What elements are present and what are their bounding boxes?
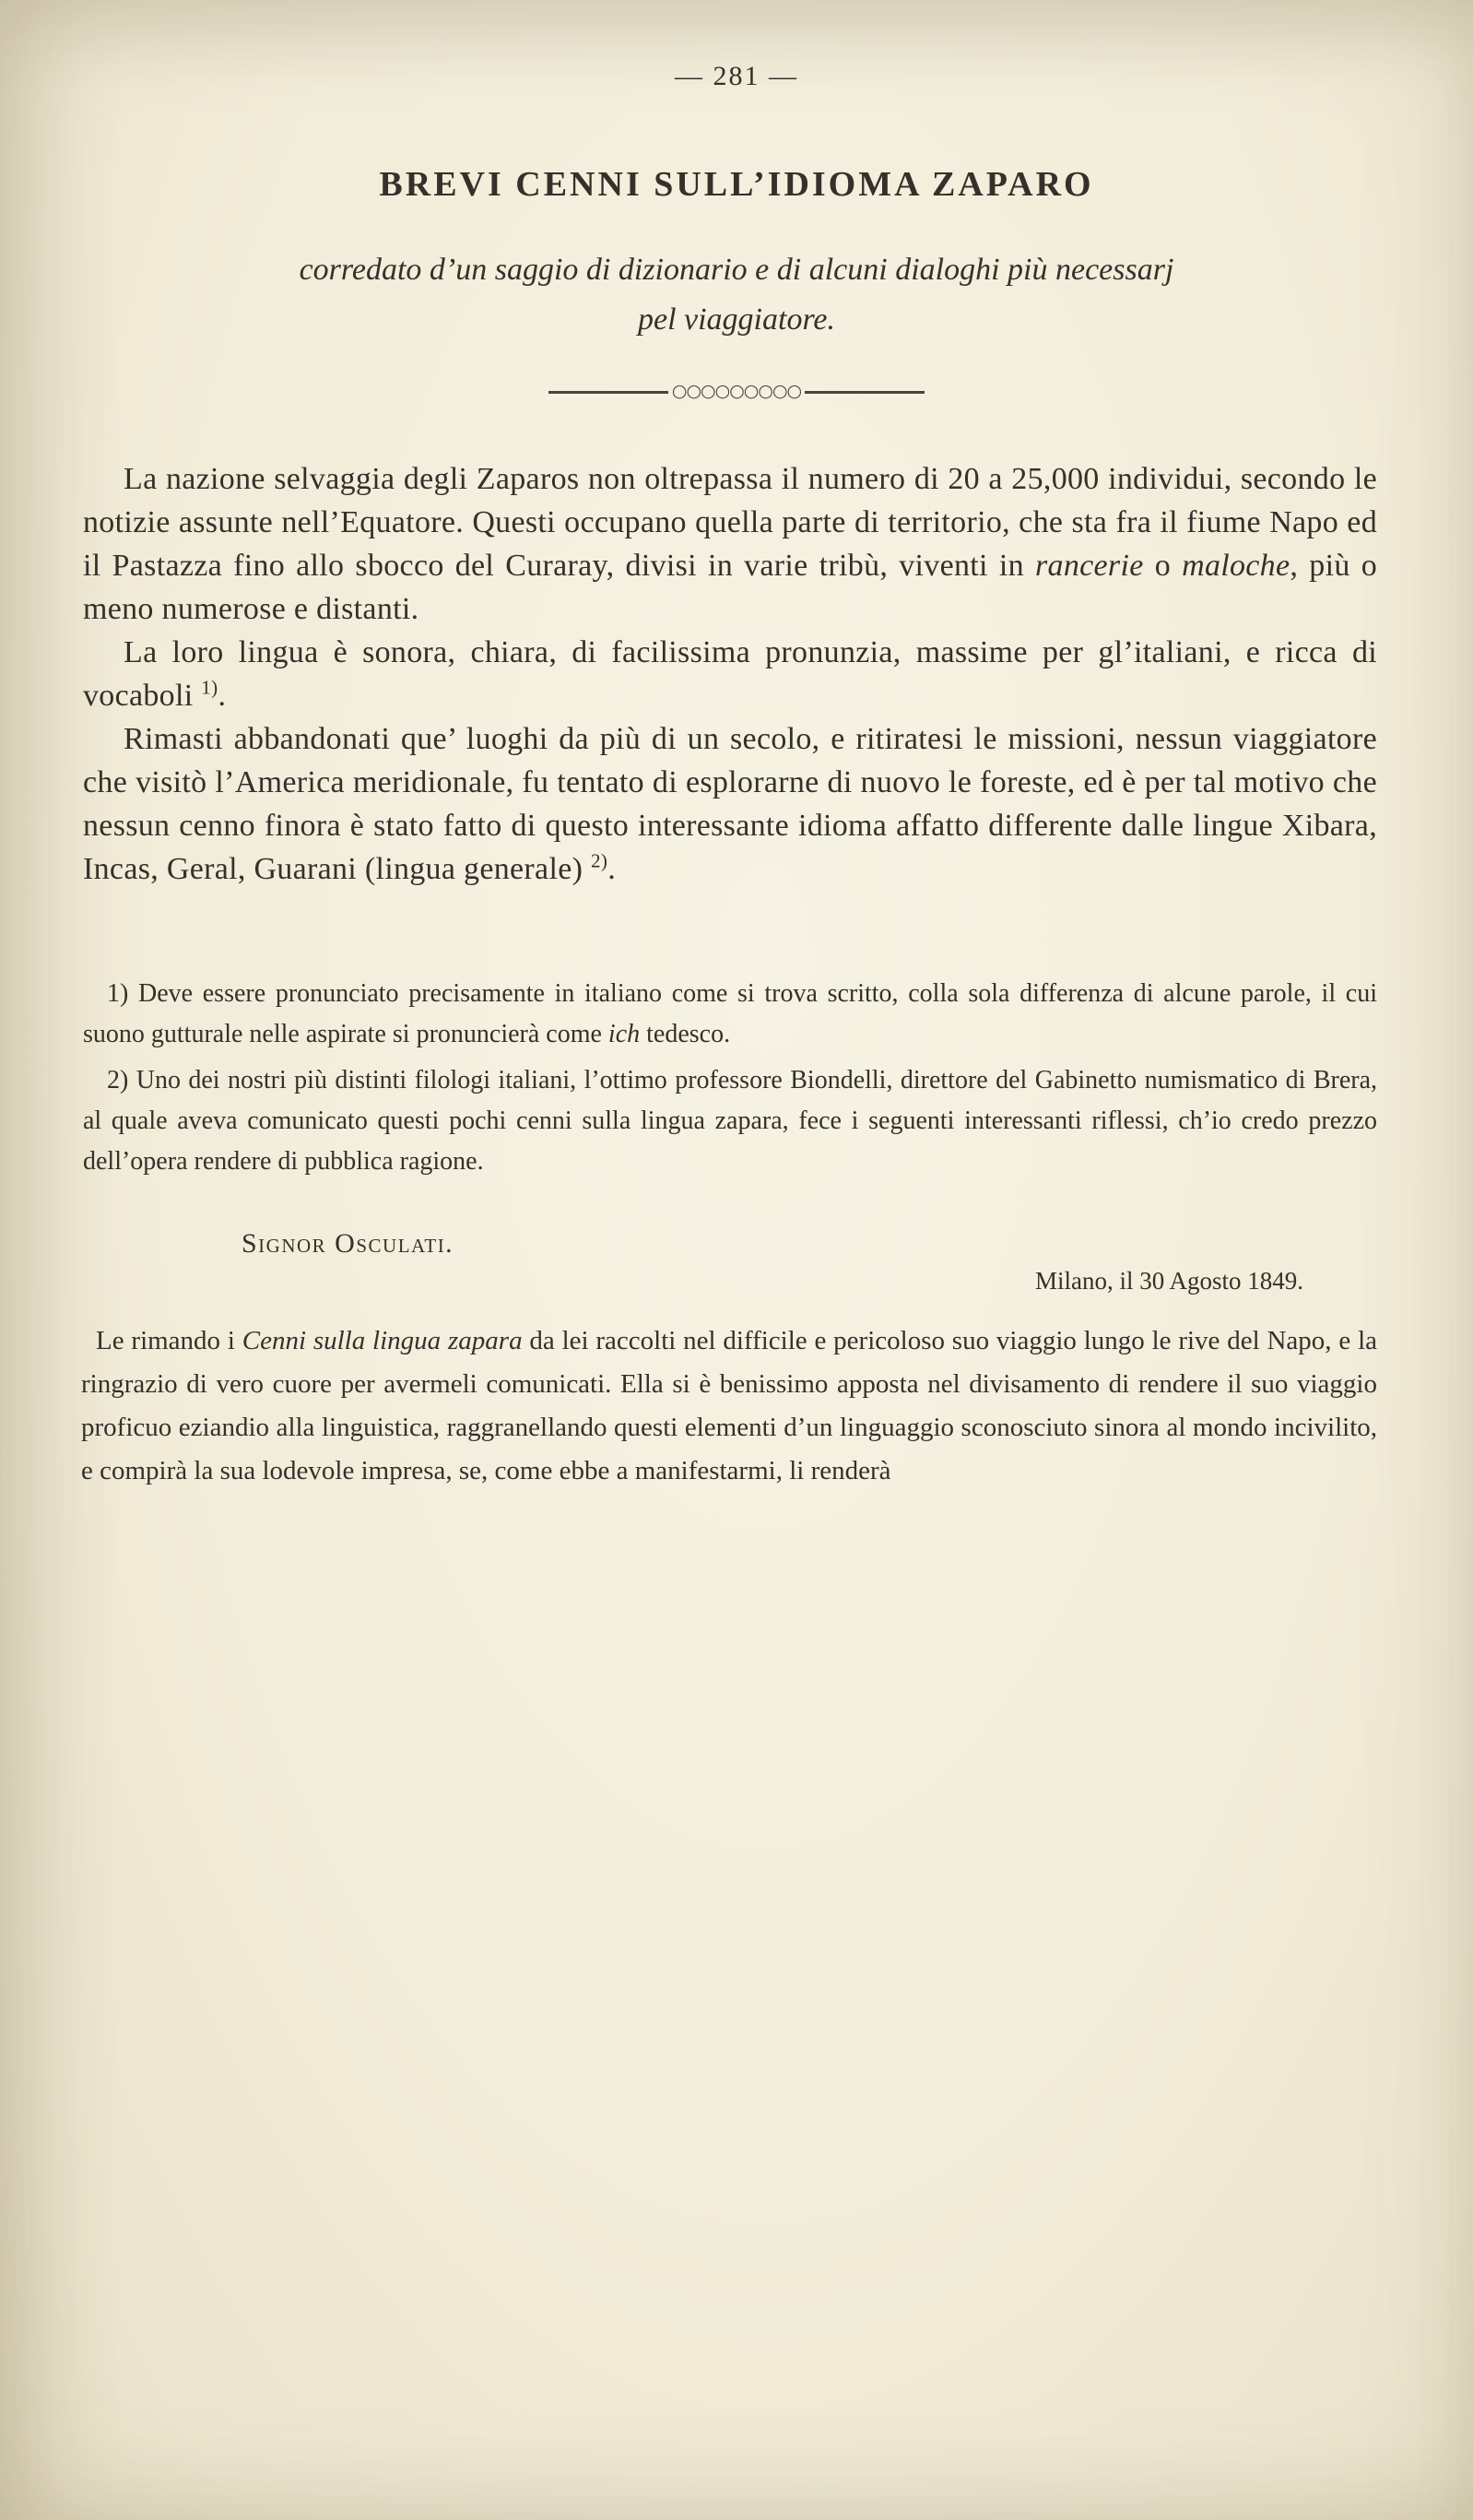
ornament-circles: ○○○○○○○○○: [671, 381, 802, 401]
letter-body: [81, 1319, 1377, 1493]
footnotes: [83, 974, 1377, 1182]
paragraph: La loro lingua è sonora, chiara, di facilissima pronunzia, massime per gl’italiani, e ricca di vocaboli $^{1)}$.: [83, 635, 1377, 713]
ornament-rule-left: [548, 391, 668, 394]
subtitle-line-2: pel viaggiatore.: [637, 302, 836, 337]
footnote: 1) Deve essere pronunciato precisamente in italiano come si trova scritto, colla sola differenza di alcune parole, il cui suono gutturale nelle aspirate si pronuncierà come ich tedesco.: [83, 979, 1377, 1048]
main-text: [83, 457, 1377, 891]
page-title: BREVI CENNI SULL’IDIOMA ZAPARO: [379, 165, 1094, 204]
page-number: — 281 —: [675, 61, 798, 91]
letter-dateline: Milano, il 30 Agosto 1849.: [1034, 1267, 1303, 1295]
ornament-rule-right: [805, 391, 925, 394]
paragraph: Rimasti abbandonati que’ luoghi da più di un secolo, e ritiratesi le missioni, nessun viaggiatore che visitò l’America meridionale, fu tentato di esplorarne di nuovo le foreste, ed è per tal motivo che nessun cenno finora è stato fatto di questo interessante idioma affatto differente dalle lingue Xibara, Incas, Geral, Guarani (lingua generale) $^{2)}$.: [83, 722, 1377, 886]
ornament-divider: [0, 382, 1473, 402]
paragraph: La nazione selvaggia degli Zaparos non oltrepassa il numero di 20 a 25,000 individui, secondo le notizie assunte nell’Equatore. Questi occupano quella parte di territorio, che sta fra il fiume Napo ed il Pastazza fino allo sbocco del Curaray, divisi in varie tribù, viventi in rancerie o maloche, più o meno numerose e distanti.: [83, 462, 1378, 626]
letter-salutation: Signor Osculati.: [242, 1228, 454, 1259]
footnote: 2) Uno dei nostri più distinti filologi italiani, l’ottimo professore Biondelli, direttore del Gabinetto numismatico di Brera, al quale aveva comunicato questi pochi cenni sulla lingua zapara, fece i seguenti interessanti riflessi, ch’io credo prezzo dell’opera rendere di pubblica ragione.: [83, 1066, 1377, 1176]
subtitle: [0, 245, 1473, 345]
letter-paragraph: Le rimando i Cenni sulla lingua zapara da lei raccolti nel difficile e pericoloso suo viaggio lungo le rive del Napo, e la ringrazio di vero cuore per avermeli comunicati. Ella si è benissimo apposta nel divisamento di rendere il suo viaggio proficuo eziandio alla linguistica, raggranellando questi elementi d’un linguaggio sconosciuto sinora al mondo incivilito, e compirà la sua lodevole impresa, se, come ebbe a manifestarmi, li renderà: [81, 1326, 1377, 1485]
subtitle-line-1: corredato d’un saggio di dizionario e di alcuni dialoghi più necessarj: [299, 253, 1174, 287]
